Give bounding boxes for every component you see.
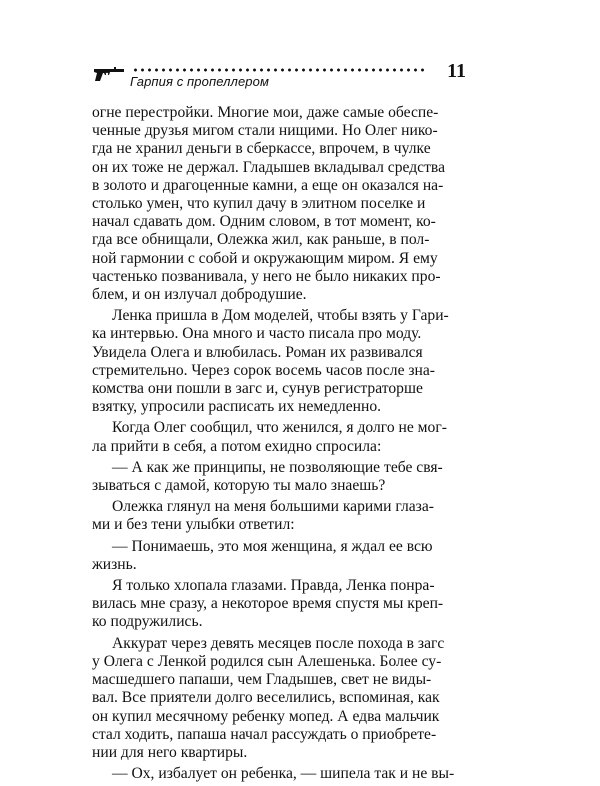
paragraph: огне перестройки. Многие мои, даже самые обеспе- ченные друзья мигом стали нищими. Но Олег нико- гда не хранил деньги в сберкассе, впрочем, в чулке он их тоже не держал. Гладышев вкладывал средства в золото и драгоценные камни, а еще он оказался на- столько умен, что купил дачу в элитном поселке и начал сдавать дом. Одним словом, в тот момент, ко- гда все обнищали, Олежка жил, как раньше, в пол- ной гармонии с собой и окружающим миром. Я ему частенько позванивала, у него не было никаких про- блем, и он излучал добродушие. bbox=[92, 104, 445, 304]
paragraph: Аккурат через девять месяцев после похода в загс у Олега с Ленкой родился сын Алешенька. Более су- масшедшего папаши, чем Гладышев, свет не виды- вал. Все приятели долго веселились, вспоминая, как он купил месячному ребенку мопед. А едва мальчик стал ходить, папаша начал рассуждать о приобрете- нии для него квартиры. bbox=[92, 634, 445, 761]
book-text bbox=[92, 104, 468, 786]
paragraph: Когда Олег сообщил, что женился, я долго не мог- ла прийти в себя, а потом ехидно спросила: bbox=[92, 419, 447, 455]
paragraph: — Ох, избалует он ребенка, — шипела так и не вы- bbox=[112, 765, 455, 783]
page-number: 11 bbox=[447, 60, 466, 82]
running-header bbox=[92, 56, 470, 96]
dotted-leader bbox=[132, 68, 428, 72]
paragraph: Ленка пришла в Дом моделей, чтобы взять у Гари- ка интервью. Она много и часто писала про моду. Увидела Олега и влюбилась. Роман их развивался стремительно. Через сорок восемь часов после зна- комства они пошли в загс и, сунув регистраторше взятку, упросили расписать их немедленно. bbox=[92, 307, 449, 416]
running-title: Гарпия с пропеллером bbox=[130, 74, 269, 89]
paragraph: — Понимаешь, это моя женщина, я ждал ее всю жизнь. bbox=[92, 537, 433, 573]
paragraph: Я только хлопала глазами. Правда, Ленка понра- вилась мне сразу, а некоторое время спустя мы креп- ко подружились. bbox=[92, 577, 444, 631]
paragraph: — А как же принципы, не позволяющие тебе свя- зываться с дамой, которую ты мало знаешь? bbox=[92, 458, 443, 495]
revolver-icon bbox=[92, 64, 126, 82]
paragraph: Олежка глянул на меня большими карими глаза- ми и без тени улыбки ответил: bbox=[92, 498, 434, 534]
